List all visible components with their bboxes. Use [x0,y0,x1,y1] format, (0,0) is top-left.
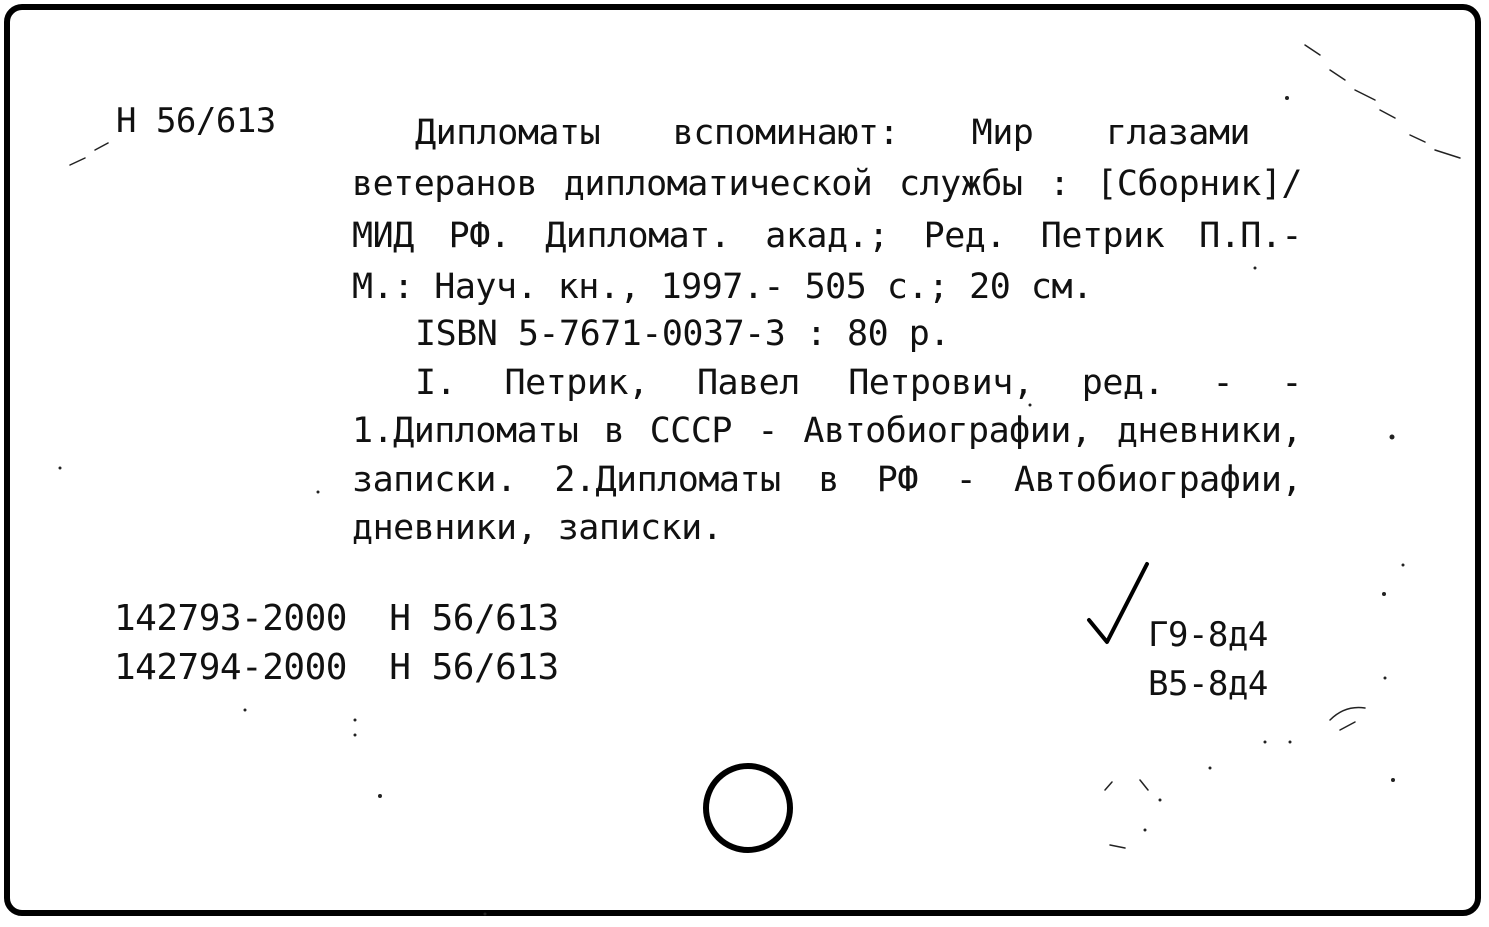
holding-record: 142793-2000 Н 56/613 [114,598,559,639]
card-punch-hole [703,763,793,853]
subject-line: 1.Дипломаты в СССР - Автобиографии, дневники, [352,411,1302,451]
call-number: Н 56/613 [116,101,276,141]
isbn-line: ISBN 5-7671-0037-3 : 80 р. [415,314,950,354]
subject-line: дневники, записки. [352,508,723,548]
shelf-mark: Г9-8д4 [1148,615,1268,655]
description-line: МИД РФ. Дипломат. акад.; Ред. Петрик П.П.- [352,216,1302,256]
description-line: М.: Науч. кн., 1997.- 505 с.; 20 см. [352,267,1093,307]
holding-record: 142794-2000 Н 56/613 [114,647,559,688]
subject-line: записки. 2.Дипломаты в РФ - Автобиографии, [352,460,1302,500]
description-line: ветеранов дипломатической службы : [Сборник]/ [352,164,1302,204]
shelf-mark: В5-8д4 [1148,664,1268,704]
description-line: I. Петрик, Павел Петрович, ред. - - [415,363,1302,403]
description-line: Дипломаты вспоминают: Мир глазами [415,113,1250,153]
checkmark-icon [1085,560,1155,650]
